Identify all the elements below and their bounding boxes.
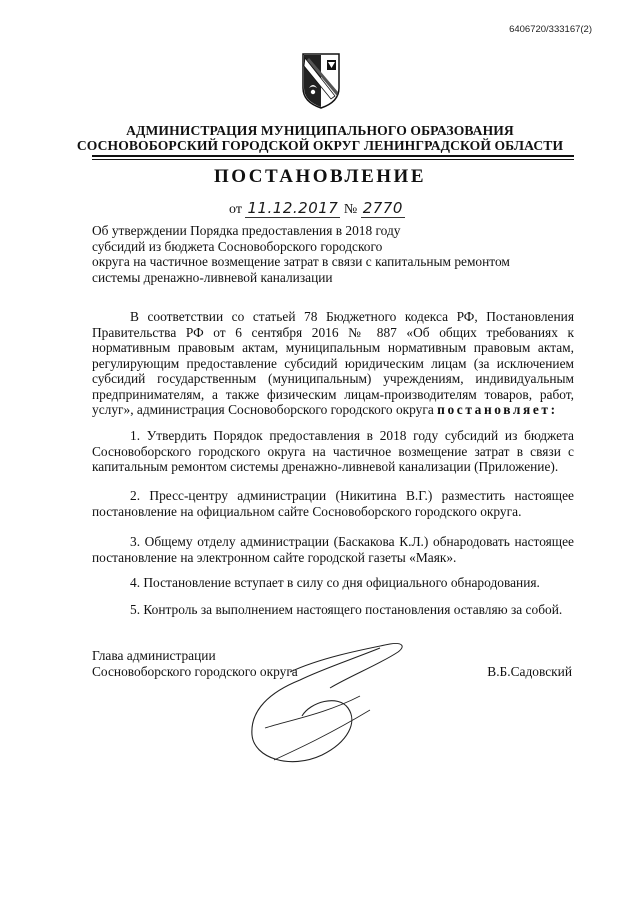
position-line-1: Глава администрации: [92, 648, 216, 663]
subject-line-1: Об утверждении Порядка предоставления в 2018 году: [92, 223, 401, 238]
organization-name: [0, 123, 640, 153]
date-prefix: от: [229, 202, 242, 217]
item-5: 5. Контроль за выполнением настоящего постановления оставляю за собой.: [130, 602, 563, 617]
document-code: 6406720/333167(2): [509, 24, 592, 35]
handwritten-number: 2770: [362, 199, 403, 217]
coat-of-arms-icon: [301, 52, 341, 110]
subject-line-2: субсидий из бюджета Сосновоборского городского: [92, 238, 383, 254]
subject-block: [92, 223, 510, 285]
preamble-text: В соответствии со статьей 78 Бюджетного кодекса РФ, Постановления Правительства РФ от 6 сентября 2016 № 887 «Об общих требованиях к нормативным правовым актам, муниципальным нормативным правовым актам, регулирующим предоставление субсидий юридическим лицам (за исключением субсидий государственным (муниципальным) учреждениям, индивидуальным предпринимателям, а также физическим лицам-производителям товаров, работ, услуг», администрация Сосновоборского городского округа: [92, 309, 574, 417]
handwritten-signature: [230, 630, 450, 780]
item-4: 4. Постановление вступает в силу со дня официального обнародования.: [130, 575, 540, 590]
org-line-2: СОСНОВОБОРСКИЙ ГОРОДСКОЙ ОКРУГ ЛЕНИНГРАДСКОЙ ОБЛАСТИ: [76, 138, 564, 153]
document-title: ПОСТАНОВЛЕНИЕ: [213, 166, 427, 187]
handwritten-date: 11.12.2017: [247, 199, 339, 217]
header-rule-thin: [92, 159, 574, 160]
item-3: 3. Общему отделу администрации (Баскакова К.Л.) обнародовать настоящее постановление на электронном сайте городской газеты «Маяк».: [92, 534, 574, 565]
org-line-1: АДМИНИСТРАЦИЯ МУНИЦИПАЛЬНОГО ОБРАЗОВАНИЯ: [126, 123, 514, 138]
signatory-name: В.Б.Садовский: [487, 664, 572, 679]
item-2: 2. Пресс-центру администрации (Никитина В.Г.) разместить настоящее постановление на официальном сайте Сосновоборского городского округа.: [92, 488, 574, 519]
number-prefix: №: [343, 202, 358, 217]
date-number-line: [229, 199, 405, 218]
subject-line-4: системы дренажно-ливневой канализации: [92, 269, 333, 285]
item-1: 1. Утвердить Порядок предоставления в 2018 году субсидий из бюджета Сосновоборского городского округа на частичное возмещение затрат в связи с капитальным ремонтом системы дренажно-ливневой канализации (Приложение).: [92, 428, 574, 474]
position-line-2: Сосновоборского городского округа: [92, 663, 298, 679]
header-rule-thick: [92, 155, 574, 157]
subject-line-3: округа на частичное возмещение затрат в связи с капитальным ремонтом: [92, 254, 510, 269]
resolves-word: постановляет:: [437, 402, 558, 417]
preamble-paragraph: [92, 309, 574, 418]
